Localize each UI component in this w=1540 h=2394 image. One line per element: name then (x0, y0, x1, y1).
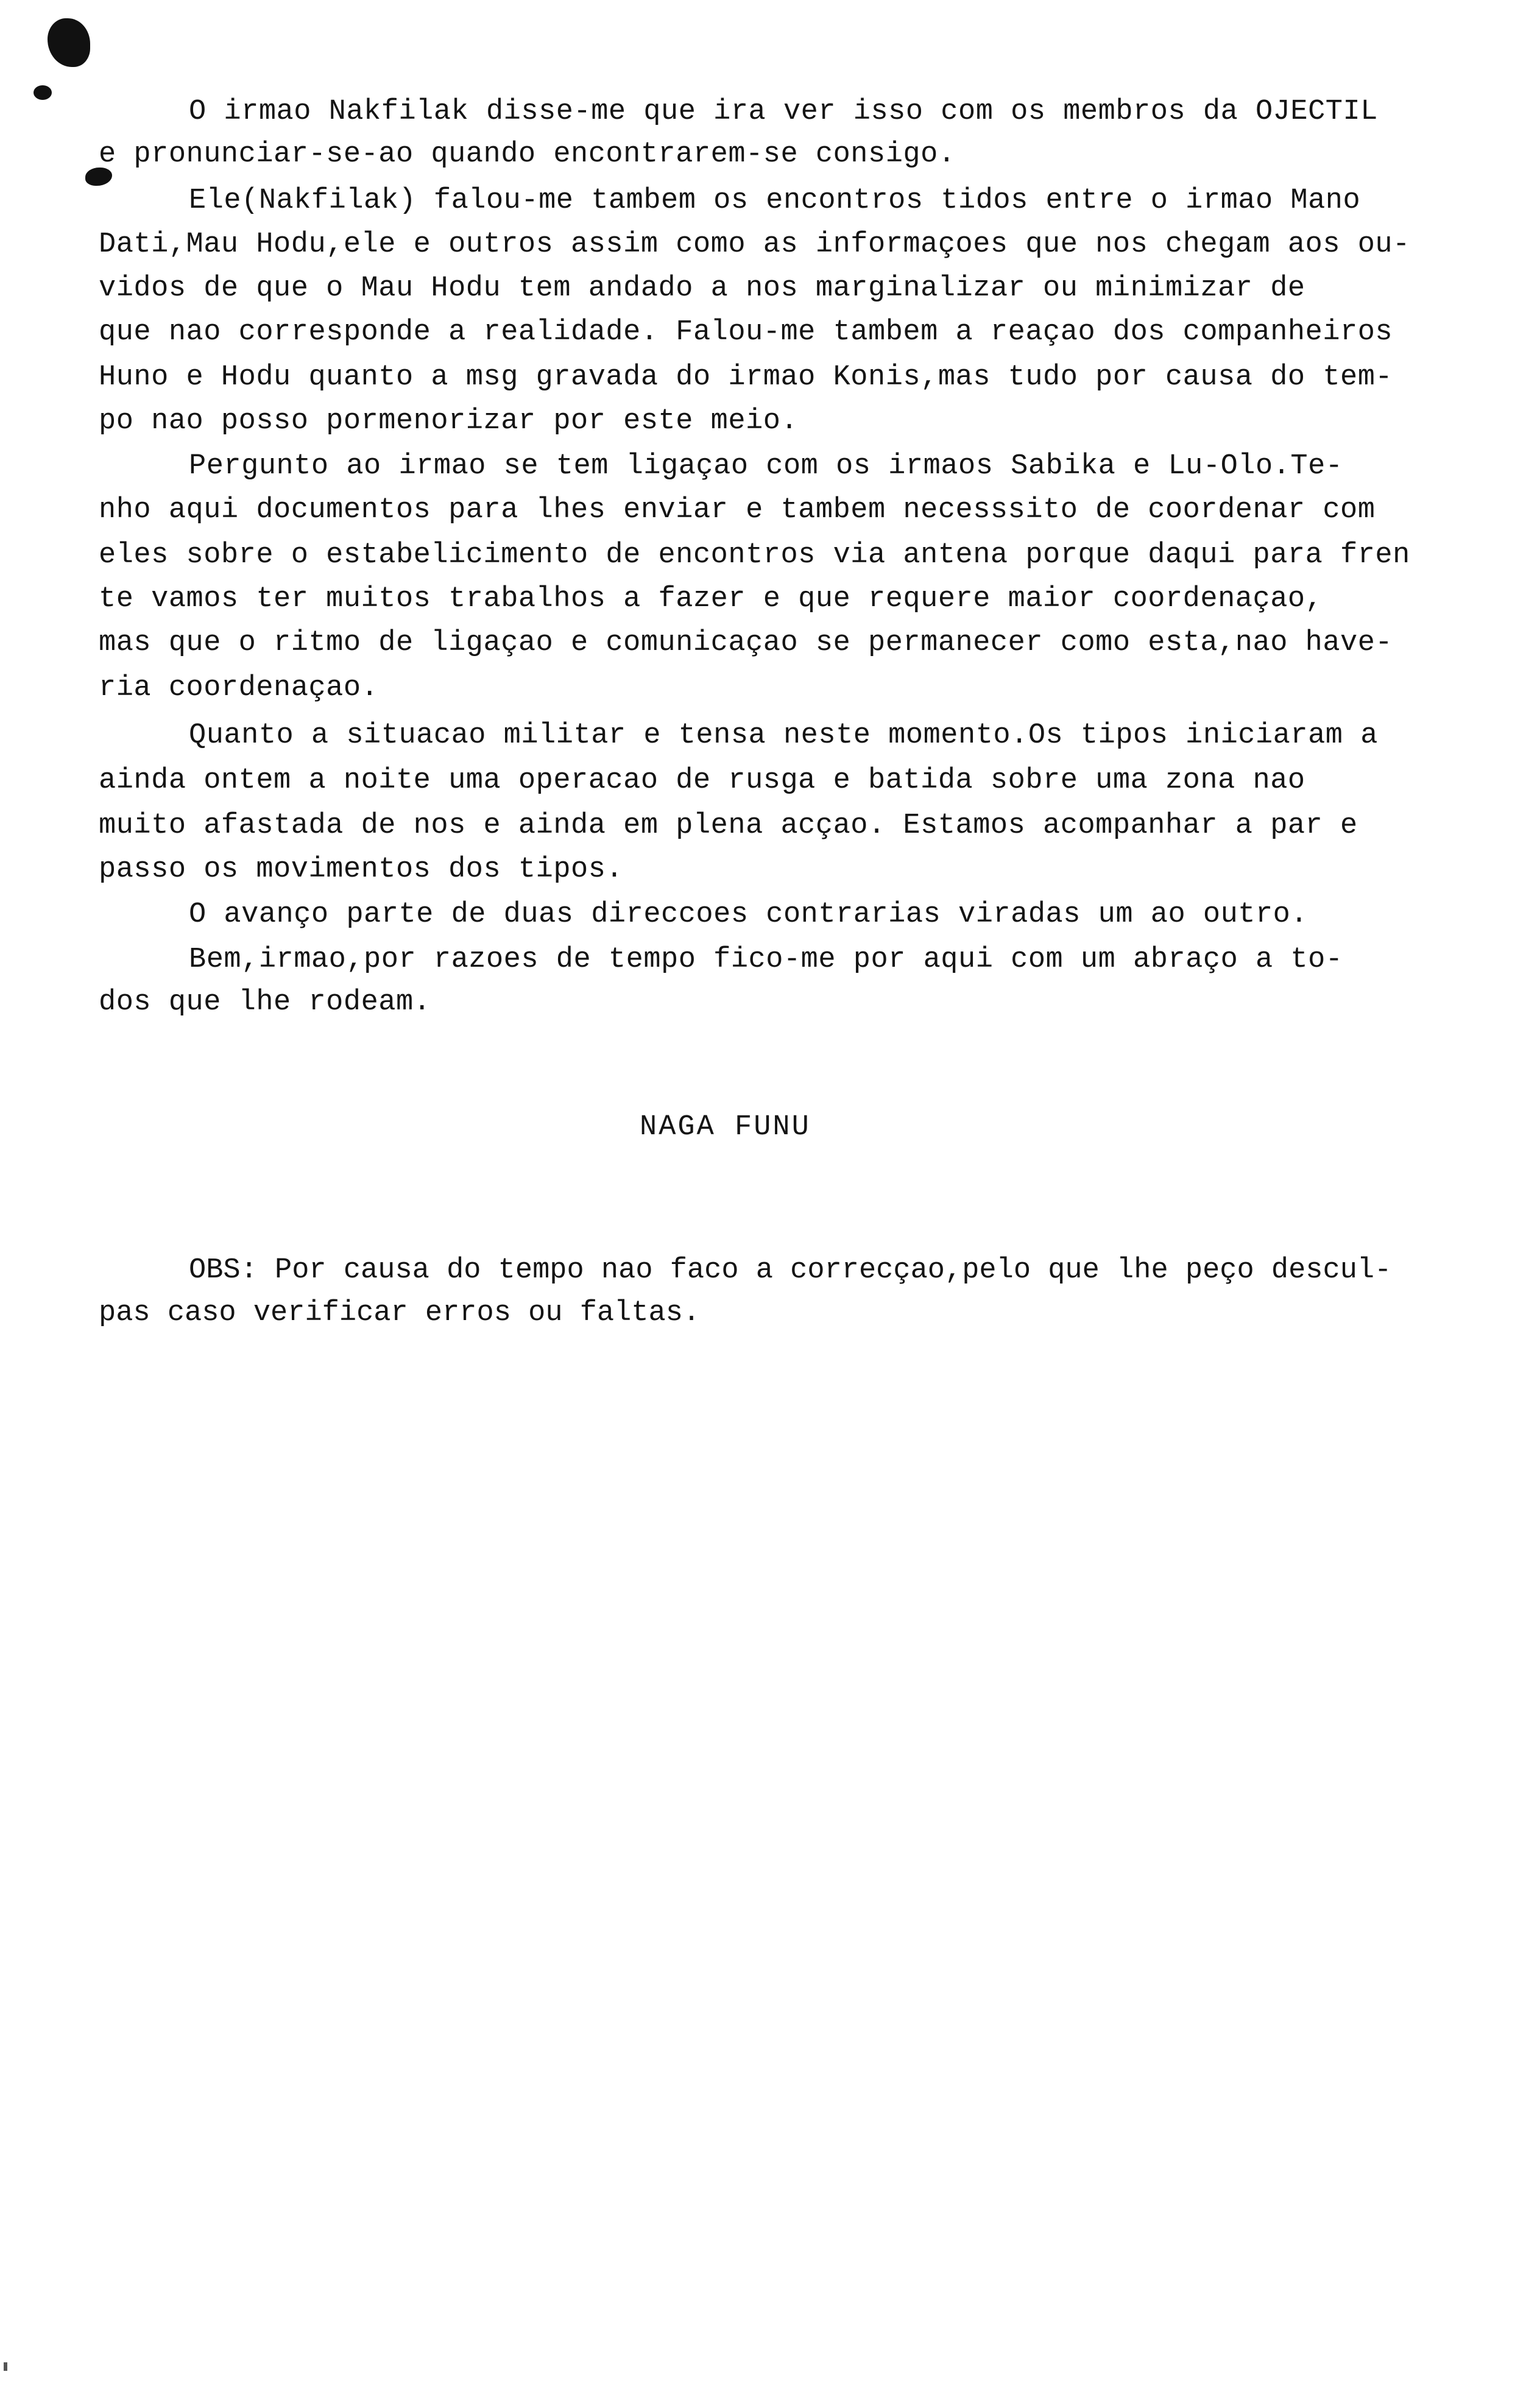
letter-line-16: ainda ontem a noite uma operacao de rusga e batida sobre uma zona nao (99, 764, 1305, 797)
letter-line-12: te vamos ter muitos trabalhos a fazer e que requere maior coordenaçao, (99, 583, 1323, 615)
letter-line-1: O irmao Nakfilak disse-me que ira ver isso com os membros da OJECTIL (189, 96, 1378, 128)
letter-line-9: Pergunto ao irmao se tem ligaçao com os irmaos Sabika e Lu-Olo.Te- (189, 450, 1343, 482)
letter-line-20: Bem,irmao,por razoes de tempo fico-me por aqui com um abraço a to- (189, 944, 1343, 976)
letter-line-5: vidos de que o Mau Hodu tem andado a nos marginalizar ou minimizar de (99, 272, 1305, 305)
ink-blot-top (48, 18, 90, 67)
obs-line-1: OBS: Por causa do tempo nao faco a correcçao,pelo que lhe peço descul- (189, 1254, 1392, 1287)
letter-line-3: Ele(Nakfilak) falou-me tambem os encontros tidos entre o irmao Mano (189, 185, 1361, 217)
letter-line-6: que nao corresponde a realidade. Falou-me tambem a reaçao dos companheiros (99, 316, 1393, 348)
obs-line-2: pas caso verificar erros ou faltas. (99, 1297, 701, 1329)
letter-line-10: nho aqui documentos para lhes enviar e tambem necesssito de coordenar com (99, 494, 1376, 526)
letter-line-4: Dati,Mau Hodu,ele e outros assim como as informaçoes que nos chegam aos ou- (99, 228, 1410, 261)
letter-line-13: mas que o ritmo de ligaçao e comunicaçao se permanecer como esta,nao have- (99, 627, 1393, 659)
letter-line-21: dos que lhe rodeam. (99, 986, 431, 1019)
letter-line-15: Quanto a situacao militar e tensa neste momento.Os tipos iniciaram a (189, 719, 1378, 752)
letter-line-11: eles sobre o estabelicimento de encontros via antena porque daqui para fren (99, 539, 1410, 571)
letter-line-7: Huno e Hodu quanto a msg gravada do irmao Konis,mas tudo por causa do tem- (99, 361, 1393, 394)
letter-line-14: ria coordenaçao. (99, 672, 379, 704)
letter-line-19: O avanço parte de duas direccoes contrarias viradas um ao outro. (189, 899, 1309, 931)
ink-blot-small (34, 85, 52, 100)
scan-edge-mark (4, 2362, 7, 2371)
letter-line-2: e pronunciar-se-ao quando encontrarem-se consigo. (99, 138, 956, 171)
signature-name: NAGA FUNU (640, 1111, 811, 1143)
letter-line-8: po nao posso pormenorizar por este meio. (99, 405, 799, 437)
letter-line-18: passo os movimentos dos tipos. (99, 853, 624, 886)
letter-line-17: muito afastada de nos e ainda em plena acçao. Estamos acompanhar a par e (99, 810, 1358, 842)
